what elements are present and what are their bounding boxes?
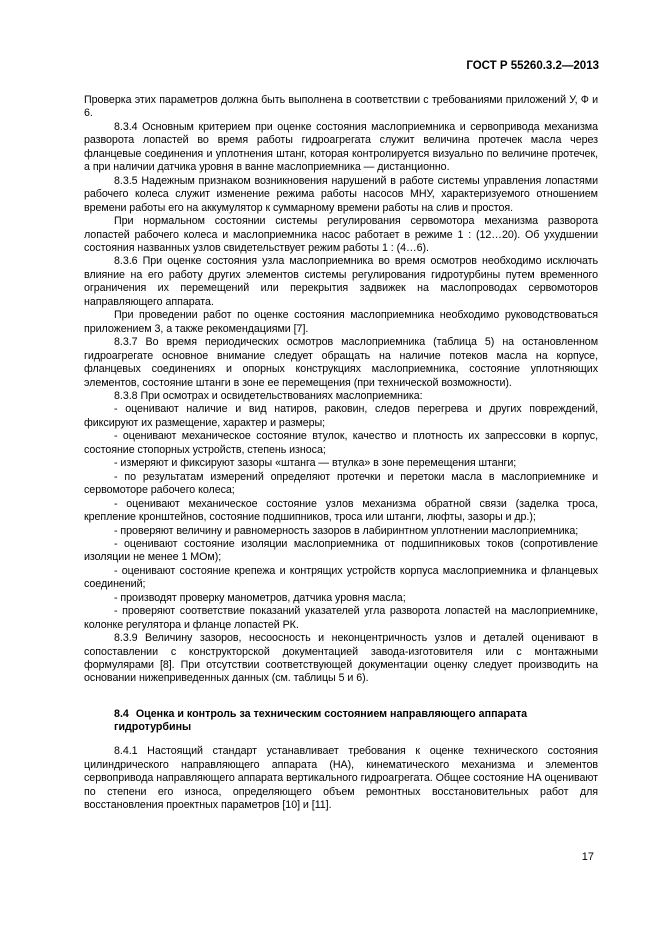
paragraph-8-3-5: 8.3.5 Надежным признаком возникновения нарушений в работе системы управления лопастями рабочего колеса служит изменение режима работы насосов МНУ, характеризуемого отношением времени работы его на аккумулятор к суммарному времени работы на слив и простоя. xyxy=(84,174,598,214)
paragraph-8-3-7: 8.3.7 Во время периодических осмотров маслоприемника (таблица 5) на остановленном гидроагрегате основное внимание следует обращать на наличие потеков масла на корпусе, фланцевых соединениях и опорных конструкциях маслоприемника, состояние уплотняющих элементов, состояние штанги в зоне ее перемещения (при технической возможности). xyxy=(84,336,598,389)
section-heading xyxy=(84,708,598,734)
paragraph-8-3-9: 8.3.9 Величину зазоров, несоосность и неконцентричность узлов и деталей оценивают в сопоставлении с конструкторской документацией завода-изготовителя или с монтажными формулярами [8]. При отсутствии соответствующей документации оценку следует производить на основании нижеприведенных данных (см. таблицы 5 и 6). xyxy=(84,632,598,685)
paragraph-8-4-1: 8.4.1 Настоящий стандарт устанавливает требования к оценке технического состояния цилиндрического направляющего аппарата (НА), кинематического механизма и элементов сервопривода направляющего аппарата вертикального гидроагрегата. Общее состояние НА оценивают по степени его износа, определяющего объем ремонтных восстановительных работ для восстановления проектных параметров [10] и [11]. xyxy=(84,745,598,812)
list-item: - оценивают состояние крепежа и контрящих устройств корпуса маслоприемника и фланцевых соединений; xyxy=(84,564,598,591)
list-item: - измеряют и фиксируют зазоры «штанга — втулка» в зоне перемещения штанги; xyxy=(114,457,517,470)
paragraph-normal-state: При нормальном состоянии системы регулирования сервомотора механизма разворота лопастей рабочего колеса и маслоприемника насос работает в режиме 1 : (12…20). Об ухудшении состояния названных узлов свидетельствует режим работы 1 : (4…6). xyxy=(84,215,598,254)
page-number: 17 xyxy=(581,851,594,863)
list-item: - оценивают состояние изоляции маслоприемника от подшипниковых токов (сопротивление изоляции не менее 1 МОм); xyxy=(84,537,598,564)
list-item: - производят проверку манометров, датчика уровня масла; xyxy=(114,591,406,604)
document-body xyxy=(84,94,598,813)
list-item: - оценивают наличие и вид натиров, раковин, следов перегрева и других повреждений, фиксируют их размещение, характер и размеры; xyxy=(84,403,598,429)
list-item: - по результатам измерений определяют протечки и перетоки масла в маслоприемнике и сервомоторе рабочего колеса; xyxy=(84,470,598,497)
paragraph-8-3-8: 8.3.8 При осмотрах и освидетельствованиях маслоприемника: xyxy=(114,389,423,402)
paragraph-8-3-4: 8.3.4 Основным критерием при оценке состояния маслоприемника и сервопривода механизма разворота лопастей во время работы гидроагрегата служит величина протечек масла через фланцевые соединения и уплотнения штанг, которая контролируется визуально по величине протечек, а при наличии датчика уровня в ванне маслоприемника — дистанционно. xyxy=(84,120,598,174)
list-item: - проверяют величину и равномерность зазоров в лабиринтном уплотнении маслоприемника; xyxy=(114,524,579,537)
paragraph-8-3-6: 8.3.6 При оценке состояния узла маслоприемника во время осмотров необходимо исключать влияние на его работу других элементов системы регулирования гидротурбины путем временного ограничения их перемещений или перекрытия задвижек на маслопроводах сервомоторов направляющего аппарата. xyxy=(84,255,598,308)
document-code-header: ГОСТ Р 55260.3.2—2013 xyxy=(466,60,599,72)
paragraph-work-guidance: При проведении работ по оценке состояния маслоприемника необходимо руководствоваться приложением 3, а также рекомендациями [7]. xyxy=(84,309,598,335)
list-item: - проверяют соответствие показаний указателей угла разворота лопастей на маслоприемнике, колонке регулятора и фланце лопастей РК. xyxy=(84,605,598,631)
section-title-line1: Оценка и контроль за техническим состоянием направляющего аппарата xyxy=(135,707,528,720)
list-item: - оценивают механическое состояние узлов механизма обратной связи (заделка троса, крепление кронштейнов, состояние подшипников, троса или штанги, люфты, зазоры и др.); xyxy=(84,497,598,524)
list-item: - оценивают механическое состояние втулок, качество и плотность их запрессовки в корпус, состояние стопорных устройств, степень износа; xyxy=(84,430,598,456)
section-title-line2: гидротурбины xyxy=(114,721,192,734)
section-number: 8.4 xyxy=(114,707,129,720)
paragraph-intro: Проверка этих параметров должна быть выполнена в соответствии с требованиями приложений У, Ф и 6. xyxy=(84,94,598,120)
